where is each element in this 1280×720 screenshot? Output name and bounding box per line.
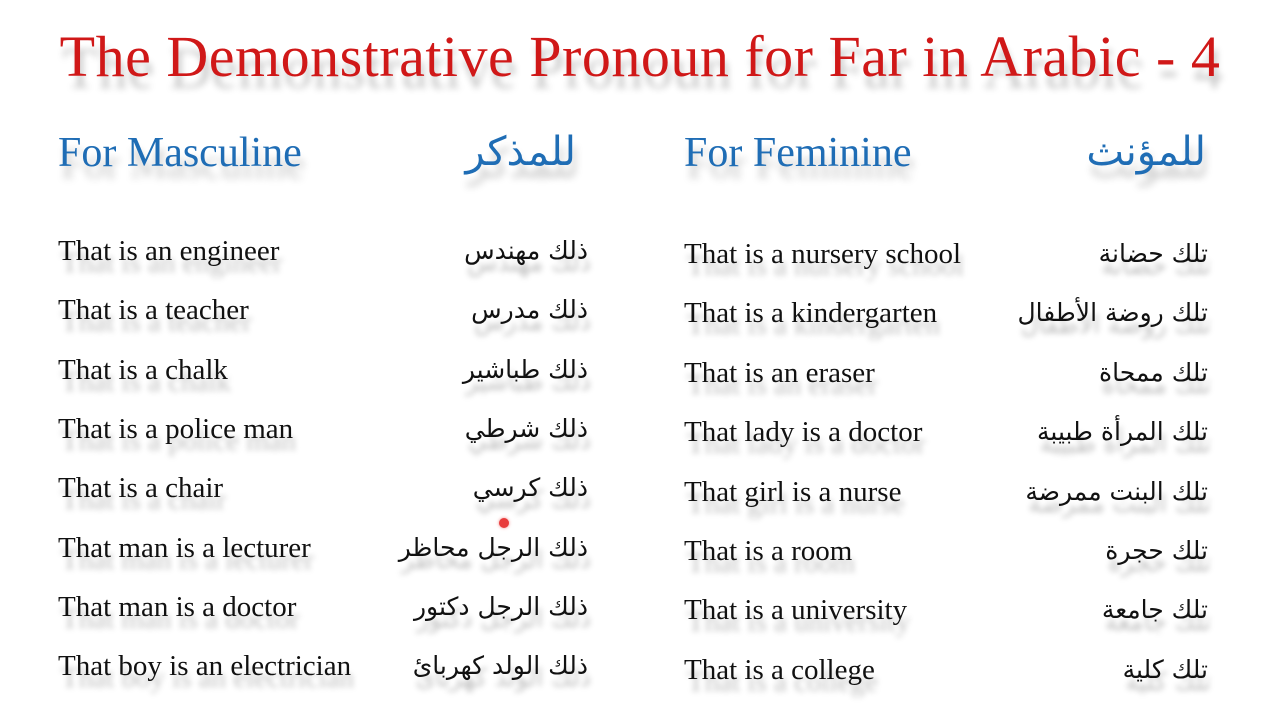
presenter-pointer-dot <box>499 518 509 528</box>
masculine-row <box>0 528 640 578</box>
english-phrase: That is an eraser <box>684 357 875 389</box>
arabic-phrase: تلك ممحاة <box>1099 358 1208 387</box>
arabic-phrase: ذلك الرجل محاظر <box>398 533 588 562</box>
masculine-heading-arabic: للمذكر <box>465 129 576 175</box>
arabic-phrase: ذلك كرسي <box>472 473 588 502</box>
masculine-row <box>0 587 640 637</box>
english-phrase: That girl is a nurse <box>684 476 902 508</box>
arabic-phrase: تلك البنت ممرضة <box>1025 477 1208 506</box>
masculine-row <box>0 350 640 400</box>
arabic-phrase: ذلك شرطي <box>464 414 588 443</box>
english-phrase: That man is a lecturer <box>58 532 311 564</box>
masculine-heading-english: For Masculine <box>58 130 302 176</box>
masculine-row <box>0 290 640 340</box>
masculine-row <box>0 409 640 459</box>
feminine-row <box>640 472 1280 522</box>
arabic-phrase: ذلك طباشير <box>462 355 588 384</box>
arabic-phrase: ذلك الولد كهربائ <box>412 651 588 680</box>
english-phrase: That is a nursery school <box>684 238 962 270</box>
masculine-row <box>0 231 640 281</box>
feminine-row <box>640 353 1280 403</box>
english-phrase: That is a teacher <box>58 294 249 326</box>
english-phrase: That is a room <box>684 535 853 567</box>
english-phrase: That is an engineer <box>58 235 280 267</box>
arabic-phrase: ذلك مدرس <box>471 295 588 324</box>
masculine-row <box>0 468 640 518</box>
feminine-row <box>640 293 1280 343</box>
feminine-row <box>640 531 1280 581</box>
arabic-phrase: تلك حجرة <box>1105 536 1208 565</box>
english-phrase: That man is a doctor <box>58 591 297 623</box>
english-phrase: That boy is an electrician <box>58 650 352 682</box>
arabic-phrase: ذلك مهندس <box>464 236 588 265</box>
arabic-phrase: تلك المرأة طبيبة <box>1037 417 1208 446</box>
feminine-row <box>640 234 1280 284</box>
feminine-row <box>640 590 1280 640</box>
feminine-row <box>640 412 1280 462</box>
english-phrase: That is a kindergarten <box>684 297 938 329</box>
feminine-heading-arabic: للمؤنث <box>1086 129 1206 175</box>
arabic-phrase: تلك جامعة <box>1101 595 1208 624</box>
arabic-phrase: تلك كلية <box>1122 655 1208 684</box>
arabic-phrase: تلك حضانة <box>1098 239 1208 268</box>
english-phrase: That lady is a doctor <box>684 416 923 448</box>
masculine-row <box>0 646 640 696</box>
feminine-row <box>640 650 1280 700</box>
english-phrase: That is a chair <box>58 472 224 504</box>
arabic-phrase: تلك روضة الأطفال <box>1017 298 1208 327</box>
feminine-heading-english: For Feminine <box>684 130 912 176</box>
english-phrase: That is a police man <box>58 413 294 445</box>
arabic-phrase: ذلك الرجل دكتور <box>413 592 588 621</box>
english-phrase: That is a chalk <box>58 354 228 386</box>
page-title: The Demonstrative Pronoun for Far in Arabic - 4 <box>59 24 1221 89</box>
english-phrase: That is a college <box>684 654 875 686</box>
english-phrase: That is a university <box>684 594 908 626</box>
feminine-column <box>640 0 1280 720</box>
